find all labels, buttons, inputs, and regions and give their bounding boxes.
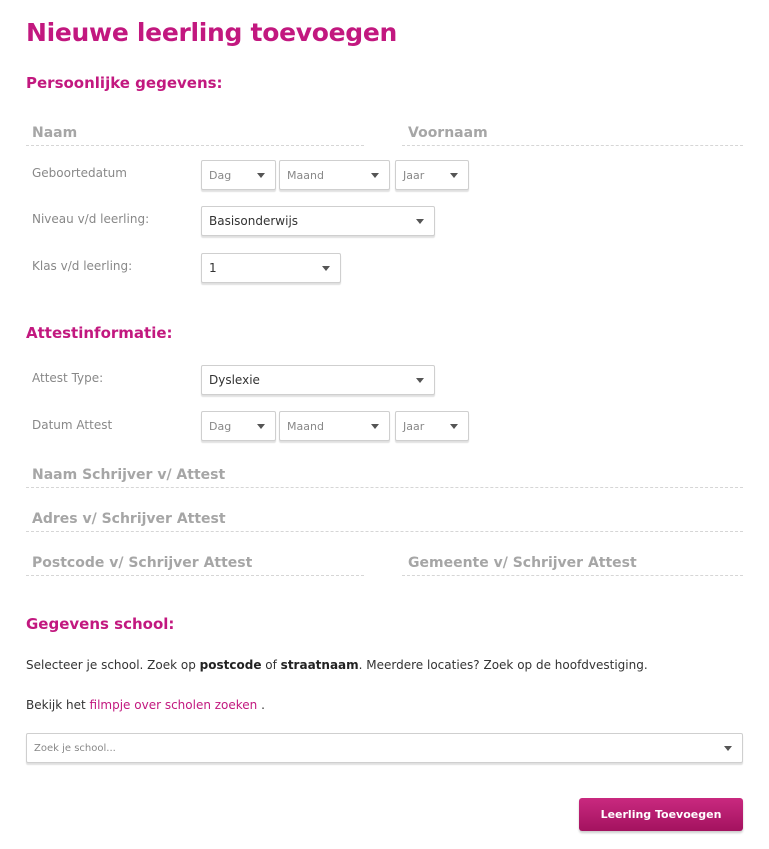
writer-address-input[interactable] xyxy=(26,508,743,530)
page-title: Nieuwe leerling toevoegen xyxy=(26,18,398,47)
add-student-button[interactable]: Leerling Toevoegen xyxy=(579,798,743,831)
writer-name-field xyxy=(26,464,743,488)
attest-date-day-value: Dag xyxy=(209,419,232,433)
chevron-down-icon xyxy=(724,746,732,751)
school-video-text: Bekijk het filmpje over scholen zoeken . xyxy=(26,698,265,712)
birthdate-day-select[interactable] xyxy=(201,160,276,190)
chevron-down-icon xyxy=(322,266,330,271)
school-search-select[interactable] xyxy=(26,733,743,763)
attest-type-select[interactable] xyxy=(201,365,435,395)
name-input[interactable] xyxy=(26,122,364,144)
chevron-down-icon xyxy=(371,173,379,178)
writer-postcode-input[interactable] xyxy=(26,552,364,574)
birthdate-day-value: Dag xyxy=(209,168,232,182)
chevron-down-icon xyxy=(416,378,424,383)
attest-date-day-select[interactable] xyxy=(201,411,276,441)
birthdate-label: Geboortedatum xyxy=(32,166,127,180)
attest-type-label: Attest Type: xyxy=(32,371,104,385)
firstname-input[interactable] xyxy=(402,122,743,144)
birthdate-month-select[interactable] xyxy=(279,160,390,190)
firstname-field xyxy=(402,122,743,146)
name-field xyxy=(26,122,364,146)
section-title-personal: Persoonlijke gegevens: xyxy=(26,74,223,92)
class-value: 1 xyxy=(209,261,217,275)
class-label: Klas v/d leerling: xyxy=(32,259,133,273)
birthdate-year-value: Jaar xyxy=(403,168,425,182)
level-select[interactable] xyxy=(201,206,435,236)
school-search-placeholder: Zoek je school... xyxy=(34,742,116,754)
chevron-down-icon xyxy=(450,173,458,178)
attest-type-value: Dyslexie xyxy=(209,373,260,387)
writer-name-input[interactable] xyxy=(26,464,743,486)
chevron-down-icon xyxy=(371,424,379,429)
writer-postcode-field xyxy=(26,552,364,576)
section-title-school: Gegevens school: xyxy=(26,615,175,633)
school-video-link[interactable]: filmpje over scholen zoeken xyxy=(89,698,258,712)
attest-date-month-select[interactable] xyxy=(279,411,390,441)
writer-city-field xyxy=(402,552,743,576)
section-title-attest: Attestinformatie: xyxy=(26,324,173,342)
attest-date-label: Datum Attest xyxy=(32,418,113,432)
level-value: Basisonderwijs xyxy=(209,214,299,228)
chevron-down-icon xyxy=(416,219,424,224)
writer-city-input[interactable] xyxy=(402,552,743,574)
class-select[interactable] xyxy=(201,253,341,283)
school-instruction: Selecteer je school. Zoek op postcode of straatnaam. Meerdere locaties? Zoek op de hoofdvestiging. xyxy=(26,658,648,672)
level-label: Niveau v/d leerling: xyxy=(32,212,150,226)
attest-date-month-value: Maand xyxy=(287,419,324,433)
attest-date-year-select[interactable] xyxy=(395,411,469,441)
chevron-down-icon xyxy=(450,424,458,429)
chevron-down-icon xyxy=(257,173,265,178)
chevron-down-icon xyxy=(257,424,265,429)
birthdate-month-value: Maand xyxy=(287,168,324,182)
birthdate-year-select[interactable] xyxy=(395,160,469,190)
attest-date-year-value: Jaar xyxy=(403,419,425,433)
writer-address-field xyxy=(26,508,743,532)
